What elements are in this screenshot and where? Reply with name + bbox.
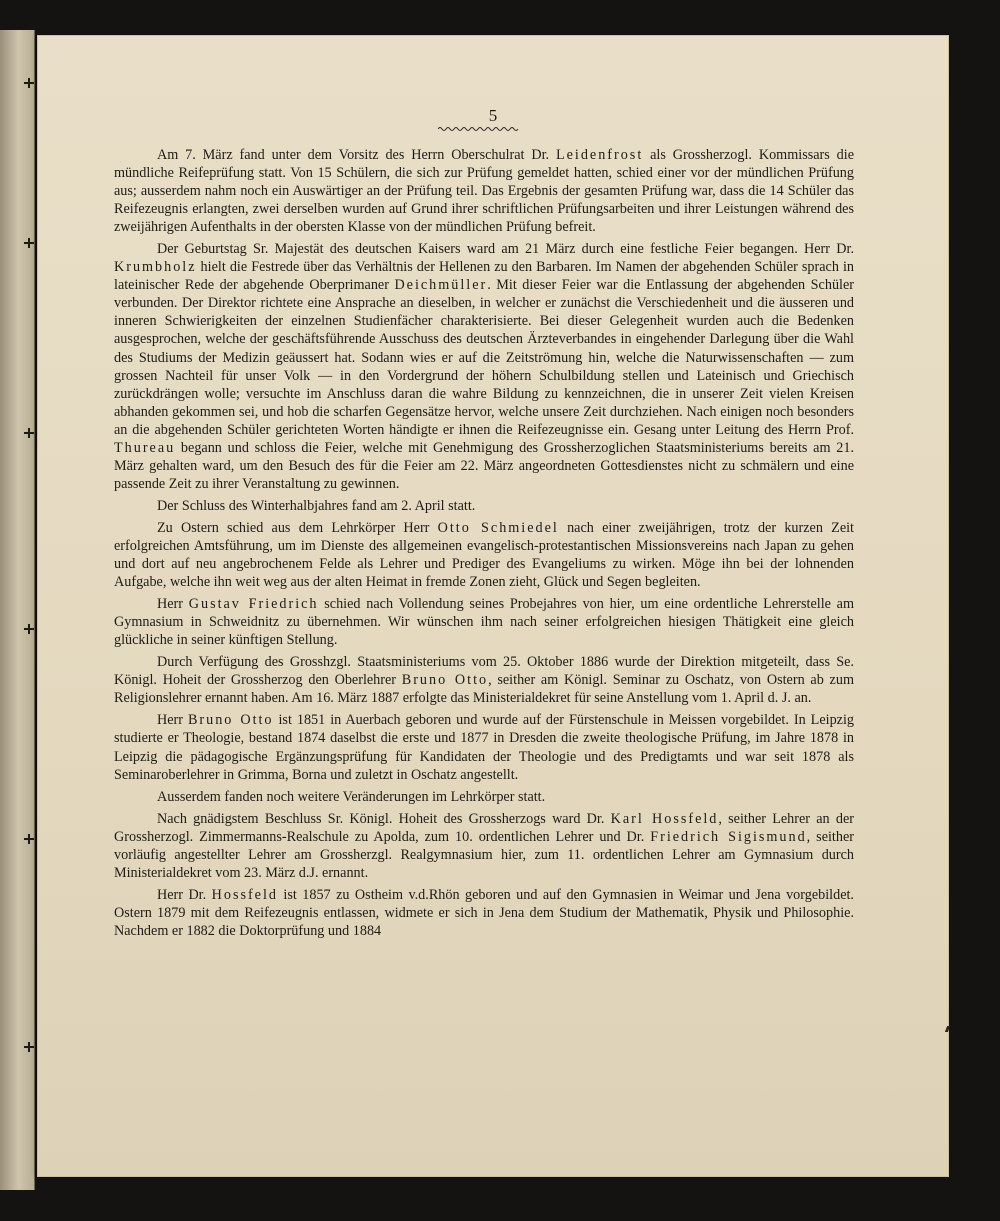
paragraph-text: begann und schloss die Feier, welche mit Genehmigung des Grossherzoglichen Staatsministeriums bereits am 21. März gehalten ward, um den Besuch des für die Feier am 22. März angeordneten Gottesdienstes nicht zu schmälern und eine passende Zeit zu ihrer Veranstaltung zu gewinnen. bbox=[114, 439, 854, 492]
margin-mark bbox=[24, 838, 34, 840]
paragraph bbox=[114, 240, 854, 493]
paragraph-text: Herr Dr. bbox=[157, 886, 212, 903]
paragraph-text: hielt die Festrede über das Verhältnis der Hellenen zu den Barbaren. Im Namen der abgehenden Schüler sprach in lateinischer Rede der abgehende Oberprimaner bbox=[114, 259, 854, 294]
facing-page-edge bbox=[0, 30, 35, 1190]
stray-mark bbox=[945, 1026, 950, 1032]
paragraph bbox=[114, 653, 854, 707]
paragraph-text: Herr bbox=[157, 596, 189, 613]
paragraph-text: ist 1851 in Auerbach geboren und wurde auf der Fürstenschule in Meissen vorgebildet. In Leipzig studierte er Theologie, bestand 1874 daselbst die erste und 1877 in Dresden die zweite theologische Prüfung, im Jahre 1878 in Leipzig die pädagogische Ergänzungsprüfung für Kandidaten der Theologie und des Predigtamts und war seit 1878 als Seminaroberlehrer in Grimma, Borna und zuletzt in Oschatz angestellt. bbox=[114, 712, 854, 783]
paragraph bbox=[114, 810, 854, 882]
margin-mark bbox=[24, 242, 34, 244]
body-text bbox=[114, 146, 854, 944]
paragraph-text: Ausserdem fanden noch weitere Veränderungen im Lehrkörper statt. bbox=[157, 788, 546, 805]
paragraph-text: Nach gnädigstem Beschluss Sr. Königl. Hoheit des Grossherzogs ward Dr. bbox=[157, 810, 611, 827]
paragraph-text: , seither vorläufig angestellter Lehrer am Grossherzgl. Realgymnasium hier, zum 11. ordentlichen Lehrer am Gymnasium durch Ministerialdekret vom 23. März d.J. ernannt. bbox=[114, 828, 854, 881]
paragraph-text: Zu Ostern schied aus dem Lehrkörper Herr bbox=[157, 519, 438, 536]
paragraph-text: als Grossherzogl. Kommissars die mündliche Reifeprüfung statt. Von 15 Schülern, die sich zur Prüfung gemeldet hatten, schied einer vor der mündlichen Prüfung aus; ausserdem nahm noch ein Auswärtiger an der Prüfung teil. Das Ergebnis der gesamten Prüfung war, dass die 14 Schüler das Reifezeugnis erlangten, zwei derselben wurden auf Grund ihrer schriftlichen Prüfungsarbeiten und ihrer Leistungen während des zweijährigen Aufenthalts in der obersten Klasse von der mündlichen Prüfung befreit. bbox=[114, 147, 854, 236]
document-page bbox=[38, 36, 948, 1176]
paragraph-text: Am 7. März fand unter dem Vorsitz des Herrn Oberschulrat Dr. bbox=[157, 147, 556, 163]
paragraph-text: schied nach Vollendung seines Probejahres von hier, um eine ordentliche Lehrerstelle am Gymnasium in Schweidnitz zu übernehmen. Wir wünschen ihm nach seiner erfolgreichen hiesigen Thätigkeit eine gleich glückliche in seiner künftigen Stellung. bbox=[114, 596, 855, 649]
page-number: 5 bbox=[488, 106, 498, 125]
paragraph-text: Der Geburtstag Sr. Majestät des deutschen Kaisers ward am 21 März durch eine festliche Feier begangen. Herr Dr. bbox=[157, 241, 854, 258]
spaced-name: Otto Schmiedel bbox=[437, 519, 559, 536]
margin-mark bbox=[24, 432, 34, 434]
spaced-name: Karl Hossfeld bbox=[610, 810, 719, 827]
spaced-name: Thureau bbox=[114, 439, 176, 456]
paragraph-text: Herr bbox=[157, 712, 188, 729]
paragraph bbox=[114, 519, 854, 591]
spaced-name: Friedrich Sigismund bbox=[650, 828, 807, 845]
spaced-name: Krumbholz bbox=[114, 259, 197, 276]
paragraph bbox=[114, 146, 854, 236]
paragraph-text: Durch Verfügung des Grosshzgl. Staatsministeriums vom 25. Oktober 1886 wurde der Direktion mitgeteilt, dass Se. Königl. Hoheit der Grossherzog den Oberlehrer bbox=[114, 654, 854, 689]
margin-mark bbox=[24, 1046, 34, 1048]
spaced-name: Bruno Otto bbox=[401, 672, 489, 689]
paragraph-text: nach einer zweijährigen, trotz der kurzen Zeit erfolgreichen Amtsführung, um im Dienste des allgemeinen evangelisch-protestantischen Missionsvereins nach Japan zu gehen und dort auf neu angebrochenem Felde als Lehrer und Prediger des Evangeliums zu wirken. Möge ihn bei der lohnenden Aufgabe, welche ihn weit weg aus der alten Heimat in fremde Zonen zieht, Glück und Segen begleiten. bbox=[114, 519, 854, 591]
spaced-name: Hossfeld bbox=[211, 886, 278, 903]
spaced-name: Bruno Otto bbox=[187, 712, 274, 729]
paragraph-text: , seither am Königl. Seminar zu Oschatz, von Ostern ab zum Religionslehrer ernannt haben. Am 16. März 1887 erfolgte das Ministerialdekret für seine Anstellung vom 1. April d. J. an. bbox=[114, 672, 854, 707]
page-number-wave-ornament bbox=[438, 126, 520, 132]
spaced-name: Deichmüller bbox=[394, 277, 488, 294]
margin-mark bbox=[24, 82, 34, 84]
paragraph bbox=[114, 788, 854, 806]
paragraph bbox=[114, 886, 854, 940]
spaced-name: Gustav Friedrich bbox=[188, 596, 319, 613]
paragraph bbox=[114, 497, 854, 515]
paragraph bbox=[114, 711, 854, 783]
paragraph-text: ist 1857 zu Ostheim v.d.Rhön geboren und auf den Gymnasien in Weimar und Jena vorgebildet. Ostern 1879 mit dem Reifezeugnis entlassen, widmete er sich in Jena dem Studium der Mathematik, Physik und Philosophie. Nachdem er 1882 die Doktorprüfung und 1884 bbox=[114, 886, 854, 939]
margin-mark bbox=[24, 628, 34, 630]
paragraph-text: Der Schluss des Winterhalbjahres fand am 2. April statt. bbox=[157, 497, 476, 514]
paragraph-text: , seither Lehrer an der Grossherzogl. Zimmermanns-Realschule zu Apolda, zum 10. ordentlichen Lehrer und Dr. bbox=[114, 810, 854, 845]
paragraph-text: . Mit dieser Feier war die Entlassung der abgehenden Schüler verbunden. Der Direktor richtete eine Ansprache an dieselben, in welcher er zunächst die Verschiedenheit und die äusseren und inneren Schwierigkeiten der einzelnen Studienfächer charakterisierte. Bei dieser Gelegenheit wurden auch die Bedenken ausgesprochen, welche der geschäftsführende Ausschuss des deutschen Ärzteverbandes in eingehender Darlegung über die Wahl des Studiums der Medizin geäussert hat. Sodann wies er auf die Zeitströmung hin, welche die Naturwissenschaften — zum grossen Nachteil für unser Volk — in den Vordergrund der höhern Schulbildung stellen und Lateinisch und Griechisch zurückdrängen wolle; versuchte im Anschluss daran die wahre Bildung zu kennzeichnen, die in unserer Zeit vielen Kreisen abhanden gekommen sei, und hob die scharfen Gegensätze hervor, welche unsere Zeit durchziehen. Nach einigen noch besonders an die abgehenden Schüler gerichteten Worten händigte er ihnen die Reifezeugnisse ein. Gesang unter Leitung des Herrn Prof. bbox=[114, 277, 854, 438]
spaced-name: Leidenfrost bbox=[555, 147, 644, 163]
paragraph bbox=[114, 595, 854, 649]
